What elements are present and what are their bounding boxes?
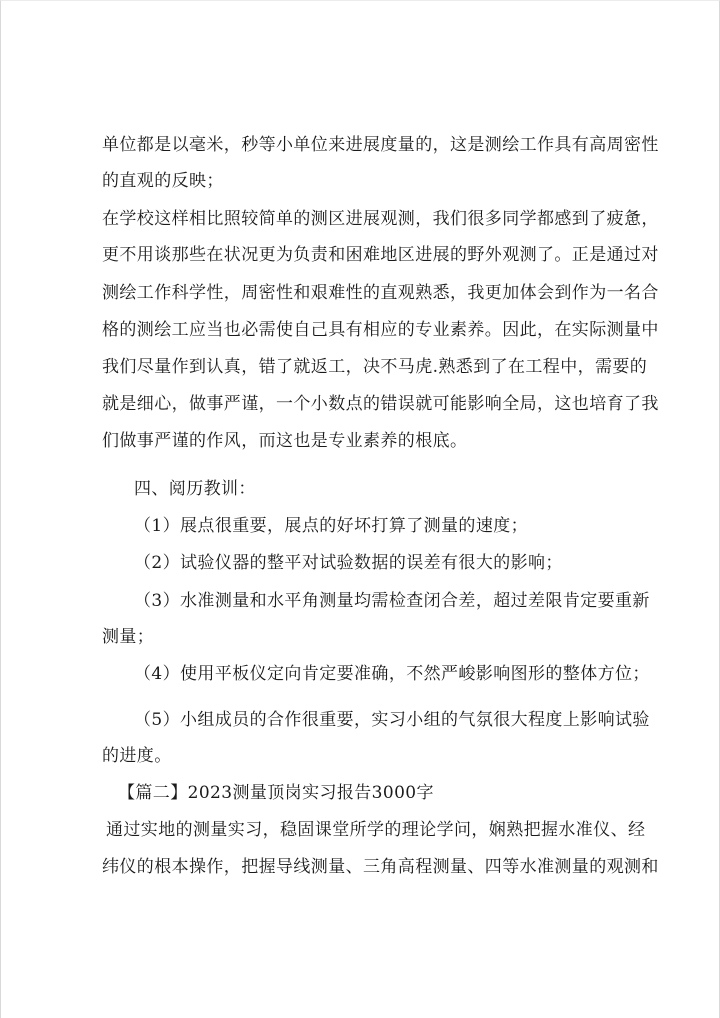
list-item-continuation: 测量； [102, 627, 155, 647]
text-line: 的直观的反映； [102, 171, 224, 191]
list-item: （1）展点很重要，展点的好坏打算了测量的速度； [134, 516, 529, 536]
list-item-continuation: 的进度。 [102, 746, 172, 766]
text-line: 测绘工作科学性，周密性和艰难性的直观熟悉，我更加体会到作为一名合 [102, 283, 659, 303]
text-line: 格的测绘工应当也必需使自己具有相应的专业素养。因此，在实际测量中 [102, 320, 659, 340]
article-title: 【篇二】2023测量顶岗实习报告3000字 [118, 783, 434, 803]
text-line: 通过实地的测量实习，稳固课堂所学的理论学问，娴熟把握水准仪、经 [106, 820, 646, 840]
text-line: 我们尽量作到认真，错了就返工，决不马虎.熟悉到了在工程中，需要的 [102, 357, 648, 377]
text-line: 更不用谈那些在状况更为负责和困难地区进展的野外观测了。正是通过对 [102, 245, 659, 265]
section-heading: 四、阅历教训： [134, 479, 256, 499]
text-line: 纬仪的根本操作，把握导线测量、三角高程测量、四等水准测量的观测和 [102, 857, 659, 877]
text-line: 单位都是以毫米，秒等小单位来进展度量的，这是测绘工作具有高周密性 [102, 135, 659, 155]
list-item: （5）小组成员的合作很重要，实习小组的气氛很大程度上影响试验 [134, 710, 650, 730]
text-line: 在学校这样相比照较简单的测区进展观测，我们很多同学都感到了疲惫， [102, 209, 659, 229]
text-line: 就是细心，做事严谨，一个小数点的错误就可能影响全局，这也培育了我 [102, 394, 659, 414]
list-item: （2）试验仪器的整平对试验数据的误差有很大的影响； [134, 553, 563, 573]
list-item: （4）使用平板仪定向肯定要准确，不然严峻影响图形的整体方位； [134, 664, 650, 684]
text-line: 们做事严谨的作风，而这也是专业素养的根底。 [102, 431, 468, 451]
list-item: （3）水准测量和水平角测量均需检查闭合差，超过差限肯定要重新 [134, 591, 650, 611]
